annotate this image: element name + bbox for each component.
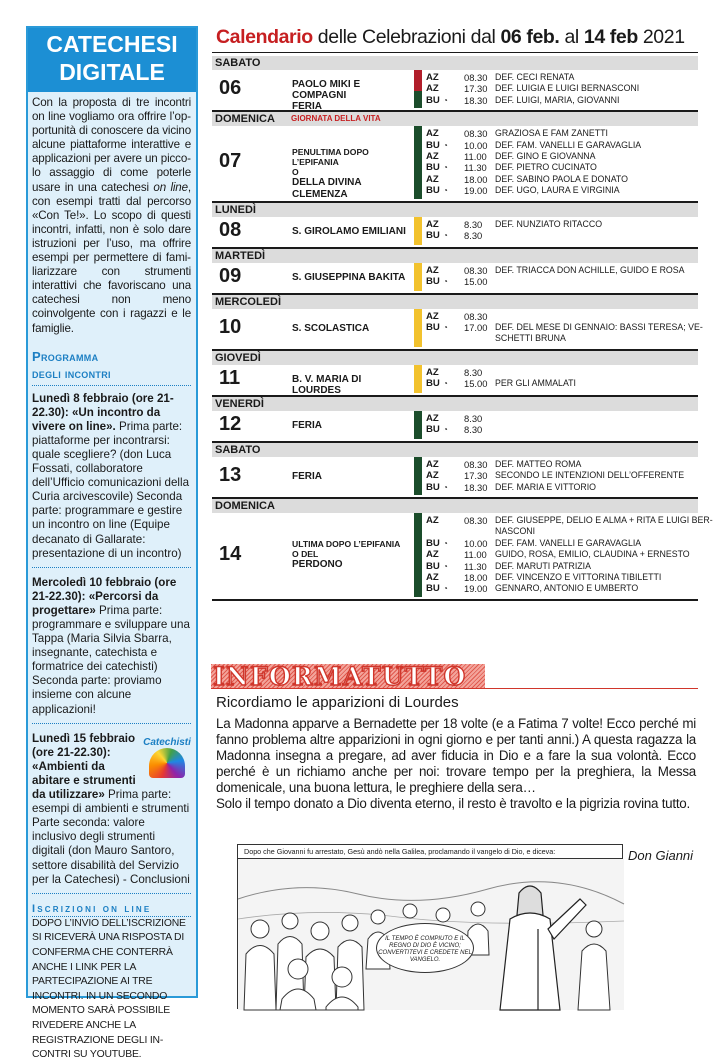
mass-intention: DEF. UGO, LAURA E VIRGINIA [495, 185, 620, 196]
meeting-2: Mercoledì 10 febbraio (ore 21-22.30): «Percorsi da progettare» Prima parte: programmare e sviluppare una Tappa (Maria Silvia Sbarra, insegnante, catechista e formatrice dei catechisti) Seconda parte: proviamo insieme con alcune applicazioni! [32, 576, 191, 724]
mass-row [426, 185, 698, 196]
mass-location: BU [426, 185, 440, 197]
info-body: La Madonna apparve a Bernadette per 18 volte (e a Fatima 7 volte! Ecco perché mi fanno problema altre apparizioni in ogni giorno e per tanti anni.) A questa ragazza la Madonna insegna a pregare, ad aver fiducia in Dio e a fare la sua volontà. Ecco perché è un richiamo anche per noi: trovare tempo per la preghiera, la Messa domenicale, una buona lettura, le preghiere della sera… Solo il tempo donato a Dio diventa eterno, il resto è travolto e la pigrizia rovina tutto. [216, 716, 696, 811]
calendar-saint: FERIA [292, 420, 322, 432]
mass-time: 8.30 [464, 424, 483, 436]
mass-location: BU [426, 321, 440, 333]
calendar-table [212, 56, 713, 601]
mass-location: BU [426, 378, 440, 390]
catechesi-sidebar [26, 26, 198, 1061]
calendar-day-note: GIORNATA DELLA VITA [291, 114, 381, 124]
mass-location: AZ [426, 470, 439, 482]
liturgical-color-bar [414, 70, 422, 108]
calendar-saint: S. SCOLASTICA [292, 323, 370, 335]
mass-location: AZ [426, 571, 439, 583]
liturgical-color-bar [414, 309, 422, 347]
mass-row [426, 367, 698, 378]
mass-time: 08.30 [464, 264, 488, 276]
calendar-day-number: 13 [219, 463, 242, 486]
liturgical-color-bar [414, 263, 422, 291]
calendar-weekday: MARTEDÌ [212, 249, 698, 263]
wifi-icon: ◔ [443, 95, 448, 105]
calendar-weekday: VENERDÌ [212, 397, 698, 411]
mass-location: BU [426, 139, 440, 151]
calendar-day [212, 295, 703, 351]
mass-row [426, 482, 698, 493]
mass-time: 15.00 [464, 275, 488, 287]
mass-row [426, 311, 698, 322]
mass-row [426, 83, 698, 94]
calendar-day [212, 249, 698, 295]
liturgical-color-bar [414, 126, 422, 198]
mass-location: BU [426, 229, 440, 241]
mass-intention: DEF. LUIGI, MARIA, GIOVANNI [495, 94, 620, 105]
mass-location: BU [426, 275, 440, 287]
sidebar-title-line1: CATECHESI [46, 31, 178, 57]
wifi-icon: ◔ [443, 379, 448, 389]
mass-intention: DEF. MARIA E VITTORIO [495, 481, 597, 492]
mass-location: BU [426, 162, 440, 174]
mass-location: AZ [426, 412, 439, 424]
mass-row [426, 378, 698, 389]
mass-location: BU [426, 481, 440, 493]
mass-intention: DEF. PIETRO CUCINATO [495, 162, 597, 173]
mass-row [426, 470, 698, 481]
mass-location: AZ [426, 128, 439, 140]
mass-time: 19.00 [464, 185, 488, 197]
sidebar-title-line2: DIGITALE [59, 59, 165, 85]
mass-location: AZ [426, 514, 439, 526]
mass-intention: GRAZIOSA E FAM ZANETTI [495, 128, 608, 139]
mass-time: 17.30 [464, 470, 488, 482]
mass-row [426, 219, 698, 230]
mass-location: AZ [426, 264, 439, 276]
calendar-day-number: 11 [219, 366, 241, 389]
calendar-day [212, 56, 698, 112]
liturgical-color-bar [414, 411, 422, 439]
mass-location: BU [426, 424, 440, 436]
calendar-day-number: 06 [219, 77, 242, 100]
calendar-day [212, 499, 713, 601]
mass-row [426, 538, 698, 549]
mass-row [426, 276, 698, 287]
mass-intention: DEF. LUIGIA E LUIGI BERNASCONI [495, 83, 640, 94]
mass-intention: DEF. FAM. VANELLI E GARAVAGLIA [495, 139, 642, 150]
mass-row [426, 561, 698, 572]
mass-intention: SCHETTI BRUNA [495, 333, 566, 344]
mass-time: 8.30 [464, 412, 483, 424]
mass-time: 10.00 [464, 139, 488, 151]
liturgical-color-bar [414, 457, 422, 495]
mass-time: 18.00 [464, 173, 488, 185]
iscrizioni-heading: Iscrizioni on line [32, 902, 191, 917]
mass-intention: DEF. MATTEO ROMA [495, 458, 582, 469]
calendar-day-number: 12 [219, 412, 242, 435]
comic-caption: Dopo che Giovanni fu arrestato, Gesù andò nella Galilea, proclamando il vangelo di Dio, e diceva: [238, 845, 622, 859]
mass-intention: DEF. SABINO PAOLA E DONATO [495, 173, 628, 184]
calendar-saint: B. V. MARIA DI LOURDES [292, 374, 362, 397]
mass-row [426, 265, 698, 276]
info-heading: Ricordiamo le apparizioni di Lourdes [216, 694, 459, 711]
wifi-icon: ◔ [443, 425, 448, 435]
mass-time: 11.30 [464, 162, 487, 174]
mass-row [426, 514, 713, 526]
mass-row [426, 95, 698, 106]
informatutto-banner: INFORMATUTTO [211, 664, 485, 688]
calendar-weekday: SABATO [212, 56, 698, 70]
iscrizioni-text: DOPO L’INVIO DELL’ISCRIZIONE SI RICEVERÀ UNA RISPOSTA DI CONFERMA CHE CONTERRÀ ANCHE I LINK PER LA PARTECIPAZIONE AI TRE INCONTRI. IN UN SECONDO MOMENTO SARÀ POSSIBILE RIVEDERE ANCHE LA REGISTRAZIONE DEGLI INCONTRI SU YOUTUBE. [32, 917, 186, 1061]
mass-location: AZ [426, 218, 439, 230]
liturgical-color-bar [414, 217, 422, 245]
mass-intention: DEF. MARUTI PATRIZIA [495, 560, 591, 571]
mass-intention: DEF. CECI RENATA [495, 72, 575, 82]
wifi-icon: ◔ [443, 186, 448, 196]
mass-location: AZ [426, 458, 439, 470]
mass-row [426, 424, 698, 435]
calendar-day-number: 10 [219, 315, 242, 338]
mass-time: 11.00 [464, 549, 487, 561]
wifi-icon: ◔ [443, 230, 448, 240]
mass-location: AZ [426, 173, 439, 185]
liturgical-color-bar [414, 513, 422, 597]
signature: Don Gianni [628, 848, 694, 863]
meeting-1: Lunedì 8 febbraio (ore 21-22.30): «Un incontro da vivere on line». Prima parte: piattaforme per incontrarsi: quale scegliere? (don Luca Fossati, collaboratore dell’Ufficio comunicazioni della Curia arcivescovile) Seconda parte: programmare e gestire un incontro on line (Equipe decanato di Gallarate: presentazione di un incontro) [32, 392, 191, 568]
mass-location: BU [426, 94, 440, 106]
mass-time: 15.00 [464, 378, 488, 390]
calendar-saint: FERIA [292, 471, 322, 483]
mass-intention: NASCONI [495, 526, 536, 537]
calendar-day-number: 09 [219, 264, 242, 287]
calendar-day-number: 07 [219, 150, 242, 173]
calendar-weekday: MERCOLEDÌ [212, 295, 698, 309]
mass-time: 11.00 [464, 150, 487, 162]
mass-location: AZ [426, 150, 439, 162]
calendar-day [212, 112, 698, 202]
wifi-icon: ◔ [443, 322, 448, 332]
mass-time: 08.30 [464, 72, 488, 83]
mass-location: AZ [426, 366, 439, 378]
calendar-weekday: GIOVEDÌ [212, 351, 698, 365]
liturgical-color-bar [414, 365, 422, 393]
calendar-day [212, 351, 698, 397]
mass-row [426, 72, 698, 83]
wifi-icon: ◔ [443, 538, 448, 548]
mass-row [426, 321, 703, 333]
meeting-3: Catechisti Lunedì 15 febbraio (ore 21-22.30): «Ambienti da abitare e strumenti da utilizzare» Prima parte: esempi di ambienti e strumenti Parte seconda: valore inclusivo degli strumenti digitali (don Mauro Santoro, settore disabilità del Servizio per la Catechesi) - Conclusioni [32, 732, 191, 894]
mass-row [426, 162, 698, 173]
mass-intention: GUIDO, ROSA, EMILIO, CLAUDINA + ERNESTO [495, 549, 690, 560]
mass-location: BU [426, 537, 440, 549]
mass-row [426, 128, 698, 139]
mass-location: AZ [426, 83, 439, 95]
mass-time: 11.30 [464, 560, 487, 572]
calendar-day [212, 203, 698, 249]
mass-time: 18.30 [464, 481, 488, 493]
calendar-weekday: SABATO [212, 443, 698, 457]
mass-row [426, 549, 698, 560]
calendar-day [212, 443, 698, 499]
mass-time: 10.00 [464, 537, 488, 549]
mass-location: AZ [426, 310, 439, 322]
mass-time: 08.30 [464, 514, 488, 526]
wifi-icon: ◔ [443, 163, 448, 173]
mass-location: AZ [426, 549, 439, 561]
gospel-comic [237, 844, 623, 1009]
mass-intention: DEF. DEL MESE DI GENNAIO: BASSI TERESA; VE- [495, 321, 703, 332]
mass-time: 17.30 [464, 83, 488, 95]
calendar-saint: PAOLO MIKI E COMPAGNI FERIA [292, 79, 361, 113]
calendar-title: Calendario delle Celebrazioni dal 06 feb. al 14 feb 2021 [216, 26, 685, 48]
mass-location: BU [426, 560, 440, 572]
mass-row [426, 459, 698, 470]
catechisti-logo: Catechisti [143, 736, 191, 780]
mass-row [426, 583, 698, 594]
wifi-icon: ◔ [443, 561, 448, 571]
mass-intention: DEF. GIUSEPPE, DELIO E ALMA + RITA E LUIGI BER- [495, 514, 713, 525]
wifi-icon: ◔ [443, 482, 448, 492]
calendar-day [212, 397, 698, 443]
sidebar-intro: Con la proposta di tre incontri on line vogliamo ora offrire l’opportunità di conoscere da vicino alcune piattaforme interattive e applicazioni per avere un piccolo assaggio di come poterle usare in una catechesi on line, con esempi tratti dal percorso «Con Te!». Lo scopo di questi incontri, infatti, non è solo dare istruzioni per l’uso, ma offrire esempi per permettere di familiarizzare con strumenti interattivi che favoriscano una catechesi non meno coinvolgente con i ragazzi e le famiglie. [32, 96, 191, 335]
calendar-weekday: DOMENICA GIORNATA DELLA VITA [212, 112, 698, 126]
mass-location: AZ [426, 72, 439, 83]
mass-location: BU [426, 583, 440, 595]
calendar-saint: S. GIROLAMO EMILIANI [292, 226, 406, 238]
mass-time: 08.30 [464, 310, 488, 322]
program-heading: Programma degli incontri [32, 348, 111, 381]
calendar-weekday: LUNEDÌ [212, 203, 698, 217]
calendar-day-number: 14 [219, 542, 242, 565]
mass-row [426, 140, 698, 151]
mass-intention: PER GLI AMMALATI [495, 378, 576, 389]
mass-time: 8.30 [464, 218, 483, 230]
mass-row [426, 572, 698, 583]
wifi-icon: ◔ [443, 584, 448, 594]
mass-time: 08.30 [464, 128, 488, 140]
calendar-saint: ULTIMA DOPO L’EPIFANIA O DEL PERDONO [292, 539, 401, 571]
mass-intention: DEF. GINO E GIOVANNA [495, 150, 596, 161]
mass-intention: GENNARO, ANTONIO E UMBERTO [495, 583, 639, 594]
mass-time: 17.00 [464, 321, 488, 333]
mass-row [426, 526, 698, 537]
speech-bubble: IL TEMPO È COMPIUTO E IL REGNO DI DIO È VICINO; CONVERTITEVI E CREDETE NEL VANGELO. [376, 923, 474, 973]
mass-intention: DEF. NUNZIATO RITACCO [495, 218, 603, 229]
mass-time: 19.00 [464, 583, 488, 595]
mass-intention: DEF. VINCENZO E VITTORINA TIBILETTI [495, 571, 662, 582]
mass-intention: DEF. FAM. VANELLI E GARAVAGLIA [495, 537, 642, 548]
mass-row [426, 174, 698, 185]
calendar-day-number: 08 [219, 218, 242, 241]
wifi-icon: ◔ [443, 140, 448, 150]
mass-time: 18.30 [464, 94, 488, 106]
mass-row [426, 230, 698, 241]
calendar-weekday: DOMENICA [212, 499, 698, 513]
mass-time: 08.30 [464, 458, 488, 470]
sidebar-title [28, 28, 196, 92]
mass-time: 8.30 [464, 229, 483, 241]
mass-row [426, 413, 698, 424]
wifi-icon: ◔ [443, 276, 448, 286]
mass-time: 18.00 [464, 571, 488, 583]
mass-intention: SECONDO LE INTENZIONI DELL’OFFERENTE [495, 470, 685, 481]
mass-row [426, 333, 698, 344]
mass-intention: DEF. TRIACCA DON ACHILLE, GUIDO E ROSA [495, 264, 685, 275]
calendar-saint: PENULTIMA DOPO L’EPIFANIA O DELLA DIVINA CLEMENZA [292, 146, 369, 200]
mass-time: 8.30 [464, 366, 483, 378]
calendar-saint: S. GIUSEPPINA BAKITA [292, 272, 406, 284]
mass-row [426, 151, 698, 162]
